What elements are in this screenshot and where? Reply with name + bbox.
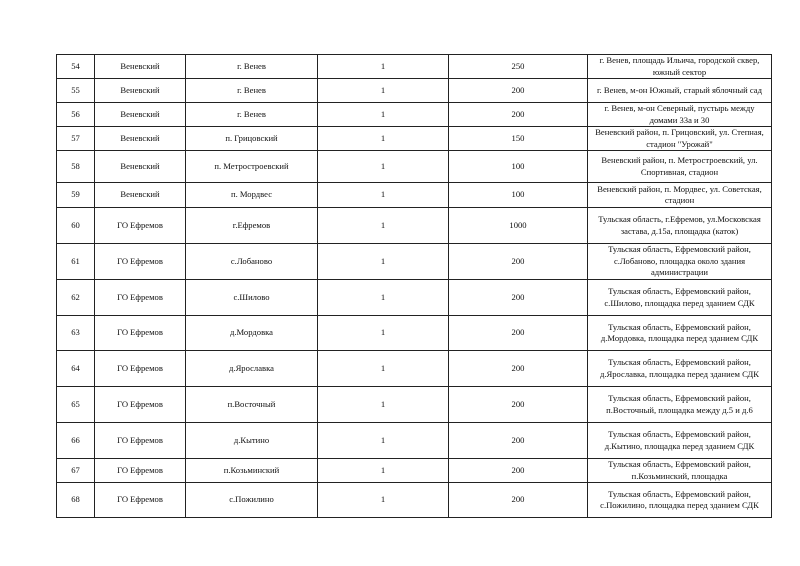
address-cell: Веневский район, п. Грицовский, ул. Степная, стадион "Урожай" bbox=[588, 127, 772, 151]
area-cell: 200 bbox=[449, 79, 588, 103]
settlement-cell: п.Козьминский bbox=[186, 459, 318, 483]
area-cell: 150 bbox=[449, 127, 588, 151]
address-cell: Веневский район, п. Метростроевский, ул. Спортивная, стадион bbox=[588, 151, 772, 183]
district-cell: Веневский bbox=[95, 79, 186, 103]
settlement-cell: г. Венев bbox=[186, 55, 318, 79]
settlement-cell: г. Венев bbox=[186, 103, 318, 127]
district-cell: Веневский bbox=[95, 127, 186, 151]
address-cell: Тульская область, г.Ефремов, ул.Московская застава, д.15а, площадка (каток) bbox=[588, 208, 772, 244]
row-number-cell: 59 bbox=[57, 183, 95, 208]
area-cell: 200 bbox=[449, 103, 588, 127]
row-number-cell: 66 bbox=[57, 423, 95, 459]
district-cell: Веневский bbox=[95, 103, 186, 127]
area-cell: 100 bbox=[449, 151, 588, 183]
address-cell: г. Венев, м-он Южный, старый яблочный сад bbox=[588, 79, 772, 103]
table-row bbox=[57, 244, 772, 280]
settlement-cell: с.Лобаново bbox=[186, 244, 318, 280]
settlement-cell: п.Восточный bbox=[186, 387, 318, 423]
address-cell: Тульская область, Ефремовский район, п.Козьминский, площадка bbox=[588, 459, 772, 483]
district-cell: ГО Ефремов bbox=[95, 459, 186, 483]
address-cell: Тульская область, Ефремовский район, с.Шилово, площадка перед зданием СДК bbox=[588, 280, 772, 316]
district-cell: Веневский bbox=[95, 151, 186, 183]
table-row bbox=[57, 459, 772, 483]
row-number-cell: 62 bbox=[57, 280, 95, 316]
row-number-cell: 55 bbox=[57, 79, 95, 103]
row-number-cell: 61 bbox=[57, 244, 95, 280]
address-cell: Тульская область, Ефремовский район, с.Лобаново, площадка около здания администрации bbox=[588, 244, 772, 280]
district-cell: ГО Ефремов bbox=[95, 483, 186, 518]
table-row bbox=[57, 79, 772, 103]
table-row bbox=[57, 423, 772, 459]
area-cell: 200 bbox=[449, 316, 588, 351]
table-row bbox=[57, 127, 772, 151]
count-cell: 1 bbox=[318, 103, 449, 127]
district-cell: ГО Ефремов bbox=[95, 208, 186, 244]
table-row bbox=[57, 280, 772, 316]
district-cell: ГО Ефремов bbox=[95, 244, 186, 280]
area-cell: 200 bbox=[449, 351, 588, 387]
count-cell: 1 bbox=[318, 127, 449, 151]
settlement-cell: с.Шилово bbox=[186, 280, 318, 316]
count-cell: 1 bbox=[318, 79, 449, 103]
area-cell: 200 bbox=[449, 387, 588, 423]
address-cell: Тульская область, Ефремовский район, с.Пожилино, площадка перед зданием СДК bbox=[588, 483, 772, 518]
area-cell: 200 bbox=[449, 483, 588, 518]
area-cell: 200 bbox=[449, 459, 588, 483]
sites-table bbox=[56, 54, 772, 518]
settlement-cell: д.Кытино bbox=[186, 423, 318, 459]
settlement-cell: г. Венев bbox=[186, 79, 318, 103]
table-row bbox=[57, 351, 772, 387]
district-cell: Веневский bbox=[95, 55, 186, 79]
address-cell: Тульская область, Ефремовский район, д.Мордовка, площадка перед зданием СДК bbox=[588, 316, 772, 351]
address-cell: г. Венев, м-он Северный, пустырь между домами 33а и 30 bbox=[588, 103, 772, 127]
settlement-cell: п. Метростроевский bbox=[186, 151, 318, 183]
count-cell: 1 bbox=[318, 387, 449, 423]
table-row bbox=[57, 103, 772, 127]
row-number-cell: 67 bbox=[57, 459, 95, 483]
area-cell: 1000 bbox=[449, 208, 588, 244]
table-row bbox=[57, 208, 772, 244]
address-cell: Тульская область, Ефремовский район, п.Восточный, площадка между д.5 и д.6 bbox=[588, 387, 772, 423]
count-cell: 1 bbox=[318, 483, 449, 518]
row-number-cell: 58 bbox=[57, 151, 95, 183]
row-number-cell: 56 bbox=[57, 103, 95, 127]
count-cell: 1 bbox=[318, 208, 449, 244]
count-cell: 1 bbox=[318, 183, 449, 208]
table-row bbox=[57, 183, 772, 208]
count-cell: 1 bbox=[318, 55, 449, 79]
count-cell: 1 bbox=[318, 316, 449, 351]
row-number-cell: 60 bbox=[57, 208, 95, 244]
district-cell: ГО Ефремов bbox=[95, 387, 186, 423]
settlement-cell: п. Грицовский bbox=[186, 127, 318, 151]
district-cell: Веневский bbox=[95, 183, 186, 208]
count-cell: 1 bbox=[318, 351, 449, 387]
count-cell: 1 bbox=[318, 423, 449, 459]
row-number-cell: 68 bbox=[57, 483, 95, 518]
table-row bbox=[57, 483, 772, 518]
address-cell: Тульская область, Ефремовский район, д.Кытино, площадка перед зданием СДК bbox=[588, 423, 772, 459]
settlement-cell: д.Мордовка bbox=[186, 316, 318, 351]
address-cell: Тульская область, Ефремовский район, д.Ярославка, площадка перед зданием СДК bbox=[588, 351, 772, 387]
count-cell: 1 bbox=[318, 280, 449, 316]
row-number-cell: 63 bbox=[57, 316, 95, 351]
district-cell: ГО Ефремов bbox=[95, 351, 186, 387]
area-cell: 100 bbox=[449, 183, 588, 208]
count-cell: 1 bbox=[318, 244, 449, 280]
district-cell: ГО Ефремов bbox=[95, 423, 186, 459]
table-row bbox=[57, 55, 772, 79]
table-row bbox=[57, 151, 772, 183]
table-row bbox=[57, 387, 772, 423]
table-row bbox=[57, 316, 772, 351]
district-cell: ГО Ефремов bbox=[95, 280, 186, 316]
settlement-cell: с.Пожилино bbox=[186, 483, 318, 518]
row-number-cell: 64 bbox=[57, 351, 95, 387]
settlement-cell: п. Мордвес bbox=[186, 183, 318, 208]
count-cell: 1 bbox=[318, 151, 449, 183]
count-cell: 1 bbox=[318, 459, 449, 483]
row-number-cell: 57 bbox=[57, 127, 95, 151]
row-number-cell: 65 bbox=[57, 387, 95, 423]
area-cell: 200 bbox=[449, 423, 588, 459]
address-cell: г. Венев, площадь Ильича, городской сквер, южный сектор bbox=[588, 55, 772, 79]
settlement-cell: г.Ефремов bbox=[186, 208, 318, 244]
area-cell: 250 bbox=[449, 55, 588, 79]
address-cell: Веневский район, п. Мордвес, ул. Советская, стадион bbox=[588, 183, 772, 208]
district-cell: ГО Ефремов bbox=[95, 316, 186, 351]
area-cell: 200 bbox=[449, 280, 588, 316]
row-number-cell: 54 bbox=[57, 55, 95, 79]
area-cell: 200 bbox=[449, 244, 588, 280]
settlement-cell: д.Ярославка bbox=[186, 351, 318, 387]
